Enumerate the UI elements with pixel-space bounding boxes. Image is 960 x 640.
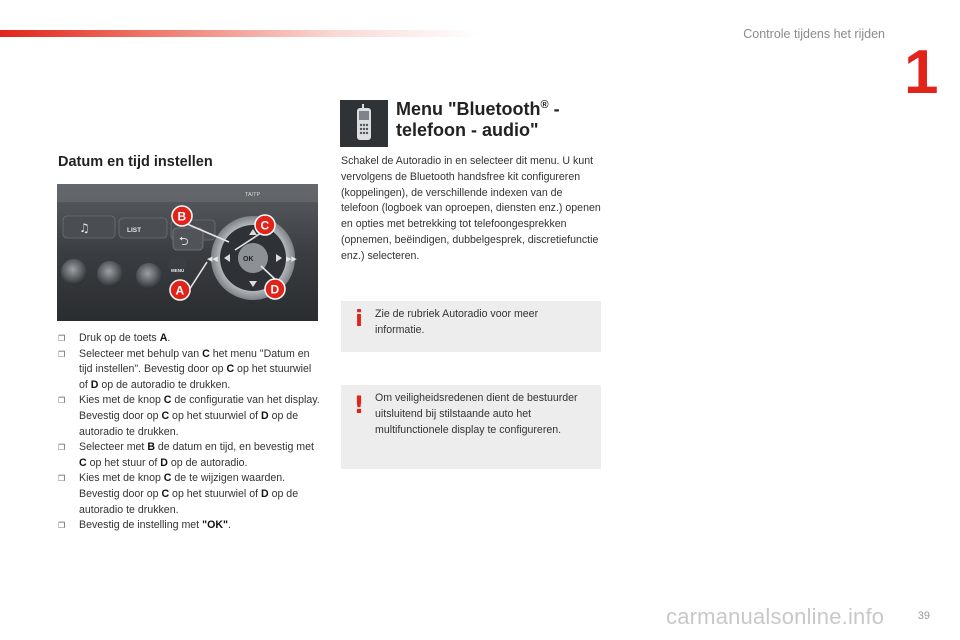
button-ok-label: OK <box>243 256 254 263</box>
watermark: carmanualsonline.info <box>666 604 885 629</box>
list-item: ❒ Selecteer met behulp van C het menu "Datum en tijd instellen". Bevestig door op C op het stuurwiel of D op de autoradio te drukken. <box>58 347 312 391</box>
music-note-icon: ♫ <box>79 221 90 235</box>
list-item: ❒ Bevestig de instelling met "OK". <box>58 518 323 534</box>
radio-panel-photo <box>57 184 318 321</box>
warning-note-box <box>341 385 601 469</box>
info-note-text: Zie de rubriek Autoradio voor meer informatie. <box>375 308 539 336</box>
checkbox-bullet-icon: ❒ <box>58 474 66 484</box>
warning-icon: ! <box>353 391 365 419</box>
warning-note-text: Om veiligheidsredenen dient de bestuurder uitsluitend bij stilstaande auto het multifunctionele display te configureren. <box>375 392 578 436</box>
chapter-number: 1 <box>904 38 939 107</box>
list-item: ❒ Kies met de knop C de te wijzigen waarden. Bevestig door op C op het stuurwiel of D op de autoradio te drukken. <box>58 472 299 516</box>
checkbox-bullet-icon: ❒ <box>58 349 66 359</box>
header-accent-bar <box>0 30 480 37</box>
button-list-label: LIST <box>127 227 142 234</box>
chapter-title: Controle tijdens het rijden <box>743 27 885 41</box>
bluetooth-menu-heading: Menu "Bluetooth® - telefoon - audio" <box>396 99 560 140</box>
seek-forward-icon: ▶▶ <box>286 255 297 263</box>
list-item: ❒ Kies met de knop C de configuratie van het display. Bevestig door op C op het stuurwiel of D op de autoradio te drukken. <box>58 394 320 438</box>
list-item: ❒ Druk op de toets A. <box>58 331 323 347</box>
mobile-phone-icon <box>340 100 388 147</box>
bluetooth-description: Schakel de Autoradio in en selecteer dit menu. U kunt vervolgens de Bluetooth handsfree kit configureren (koppelingen), de verschillende indexen van de telefoon (logboek van oproepen, diensten enz.) openen en opties met betrekking tot telefoongesprekken (opnemen, beëindigen, dubbelgesprek, discretiefunctie enz.) selecteren. <box>341 155 601 262</box>
list-item: ❒ Selecteer met B de datum en tijd, en bevestig met C op het stuur of D op de autoradio. <box>58 441 314 469</box>
checkbox-bullet-icon: ❒ <box>58 521 66 531</box>
checkbox-bullet-icon: ❒ <box>58 396 66 406</box>
callout-c-label: C <box>260 218 270 233</box>
page-number: 39 <box>917 610 930 622</box>
section-heading-datum: Datum en tijd instellen <box>58 154 213 170</box>
button-tatp-label: TA/TP <box>245 192 261 198</box>
callout-a-label: A <box>175 283 185 298</box>
instruction-steps-list <box>58 331 323 534</box>
info-icon: i <box>355 307 363 332</box>
checkbox-bullet-icon: ❒ <box>58 443 66 453</box>
checkbox-bullet-icon: ❒ <box>58 334 66 343</box>
callout-b-label: B <box>177 209 187 224</box>
seek-back-icon: ◀◀ <box>207 255 218 263</box>
info-note-box <box>341 301 601 352</box>
button-menu-label: MENU <box>171 268 185 273</box>
callout-d-label: D <box>270 282 280 297</box>
back-arrow-icon: ⮌ <box>179 234 189 248</box>
